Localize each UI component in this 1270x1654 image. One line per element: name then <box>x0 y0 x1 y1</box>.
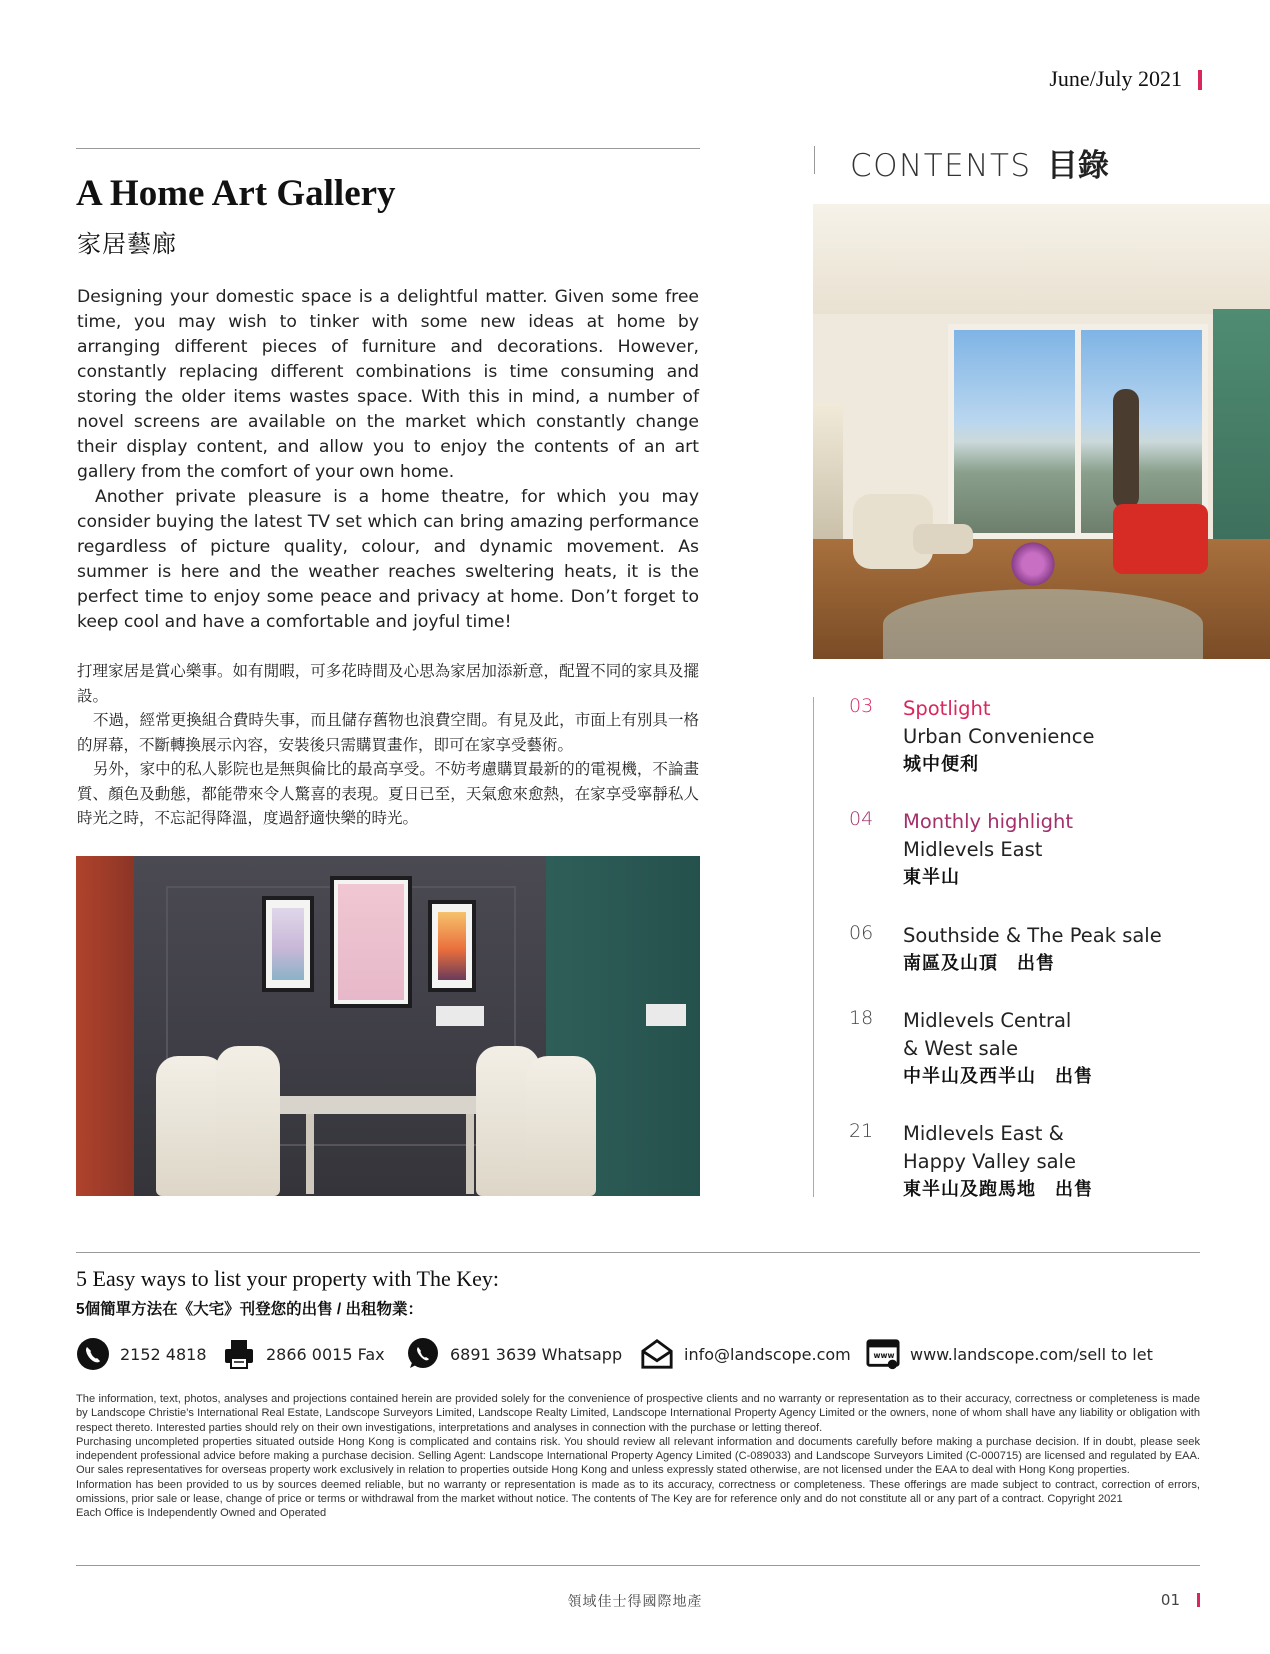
phone-icon <box>76 1337 110 1371</box>
contact-whatsapp[interactable] <box>406 1332 622 1376</box>
contact-phone[interactable] <box>76 1332 207 1376</box>
toc-title: Southside & The Peak sale <box>903 924 1162 947</box>
contact-text: 6891 3639 Whatsapp <box>450 1344 623 1364</box>
article-body-en <box>77 285 699 635</box>
contact-methods <box>76 1332 1200 1376</box>
contact-fax[interactable] <box>222 1332 385 1376</box>
issue-accent-bar <box>1198 70 1202 90</box>
toc-page-number: 06 <box>849 922 874 944</box>
toc-title: Midlevels Central <box>903 1009 1072 1032</box>
toc-page-number: 18 <box>849 1007 874 1029</box>
article-title: A Home Art Gallery <box>76 173 396 214</box>
whatsapp-icon <box>406 1337 440 1371</box>
contact-text: www.landscope.com/sell to let <box>910 1344 1153 1364</box>
toc-title-zh: 南區及山頂 出售 <box>903 953 1055 974</box>
article-paragraph-zh: 不過，經常更換組合費時失事，而且儲存舊物也浪費空間。有見及此，市面上有別具一格的屏幕，不斷轉換展示內容，安裝後只需購買畫作，即可在家享受藝術。 <box>77 712 699 754</box>
disclaimer-paragraph: Purchasing uncompleted properties situated outside Hong Kong is complicated and contains risk. You should review all relevant information and documents carefully before making a purchase decision. If in doubt, please seek independent professional advice before making a purchase decision. Selling Agent: Landscope International Property Agency Limited (C-089033) and Landscope Surveyors Limited (C-000715) are licensed and regulated by EAA. Our sales representatives for overseas property work exclusively in relation to properties outside Hong Kong and unless expressly stated otherwise, are not licensed under the EAA to deal with Hong Kong properties. <box>76 1435 1200 1477</box>
toc-divider <box>813 697 814 1197</box>
listing-title-zh: 5個簡單方法在《大宅》刊登您的出售 / 出租物業： <box>76 1301 424 1318</box>
article-paragraph-zh: 打理家居是賞心樂事。如有閒暇，可多花時間及心思為家居加添新意，配置不同的家具及擺設。 <box>77 663 699 705</box>
fax-icon <box>222 1337 256 1371</box>
article-paragraph-zh: 另外，家中的私人影院也是無與倫比的最高享受。不妨考慮購買最新的的電視機，不論畫質、顏色及動態，都能帶來令人驚喜的表現。夏日已至，天氣愈來愈熱，在家享受寧靜私人時光之時，不忘記得降溫，度過舒適快樂的時光。 <box>77 761 699 827</box>
toc-title-zh: 中半山及西半山 出售 <box>903 1066 1093 1087</box>
page-accent-bar <box>1197 1593 1200 1607</box>
legal-disclaimer <box>76 1392 1200 1521</box>
contact-website[interactable] <box>866 1332 1153 1376</box>
contents-heading <box>850 140 1109 185</box>
toc-section: Monthly highlight <box>903 810 1074 833</box>
issue-date: June/July 2021 <box>1049 66 1182 91</box>
article-paragraph: Another private pleasure is a home theatre, for which you may consider buying the latest TV set which can bring amazing performance regardless of picture quality, colour, and dynamic movement. As summer is here and the weather reaches sweltering heats, it is the perfect time to enjoy some peace and privacy at home. Don’t forget to keep cool and have a comfortable and joyful time! <box>77 487 699 632</box>
toc-title-zh: 城中便利 <box>903 754 979 775</box>
article-title-zh: 家居藝廊 <box>77 231 177 258</box>
disclaimer-paragraph: Each Office is Independently Owned and Operated <box>76 1507 327 1520</box>
toc-page-number: 21 <box>849 1120 874 1142</box>
toc-title-line2: & West sale <box>903 1037 1019 1060</box>
contents-heading-zh: 目錄 <box>1046 148 1109 184</box>
toc-title-zh: 東半山及跑馬地 出售 <box>903 1179 1093 1200</box>
disclaimer-paragraph: The information, text, photos, analyses and projections contained herein are provided solely for the convenience of prospective clients and no warranty or representation as to their accuracy, correctness or completeness is made by Landscope Christie’s International Real Estate, Landscope Surveyors Limited, Landscope Realty Limited, Landscope International Property Agency Limited or the owners, none of whom shall have any liability or obligation with respect thereto. Interested parties should rely on their own investigations, interpretations and analyses in connection with the purchase or letting thereof. <box>76 1393 1200 1434</box>
contact-text: 2152 4818 <box>120 1344 207 1364</box>
toc-section: Spotlight <box>903 697 991 720</box>
page-number: 01 <box>1160 1591 1180 1609</box>
article-paragraph: Designing your domestic space is a delightful matter. Given some free time, you may wish to tinker with some new ideas at home by arranging different pieces of furniture and decorations. However, constantly replacing different combinations is time consuming and storing the older items wastes space. With this in mind, a number of novel screens are available on the market which constantly change their display content, and allow you to enjoy the contents of an art gallery from the comfort of your own home. <box>77 287 699 482</box>
toc-title-line2: Happy Valley sale <box>903 1150 1076 1173</box>
contact-email[interactable] <box>640 1332 851 1376</box>
toc-page-number: 04 <box>849 808 874 830</box>
article-top-rule <box>76 148 700 149</box>
email-icon <box>640 1337 674 1371</box>
dining-room-photo <box>76 856 700 1196</box>
web-icon <box>866 1337 900 1371</box>
footer-rule <box>76 1565 1200 1566</box>
listing-title: 5 Easy ways to list your property with The Key: <box>76 1266 500 1291</box>
toc-title: Midlevels East & <box>903 1122 1064 1145</box>
toc-title: Urban Convenience <box>903 725 1095 748</box>
contents-divider <box>814 146 815 174</box>
contents-heading-en: CONTENTS <box>850 148 1032 184</box>
toc-page-number: 03 <box>849 695 874 717</box>
article-body-zh <box>77 660 699 832</box>
svg-text:www: www <box>873 1350 895 1360</box>
toc-title: Midlevels East <box>903 838 1043 861</box>
footer-company-name: 領域佳士得國際地產 <box>567 1593 703 1609</box>
contact-text: 2866 0015 Fax <box>266 1344 385 1364</box>
living-room-photo <box>813 204 1270 659</box>
toc-title-zh: 東半山 <box>903 867 960 888</box>
listing-top-rule <box>76 1252 1200 1253</box>
disclaimer-paragraph: Information has been provided to us by sources deemed reliable, but no warranty or representation is made as to its accuracy, correctness or completeness. These offerings are made subject to contract, correction of errors, omissions, prior sale or lease, change of price or terms or withdrawal from the market without notice. The contents of The Key are for reference only and do not constitute all or any part of a contract. Copyright 2021 <box>76 1478 1200 1506</box>
contact-text: info@landscope.com <box>684 1344 851 1364</box>
